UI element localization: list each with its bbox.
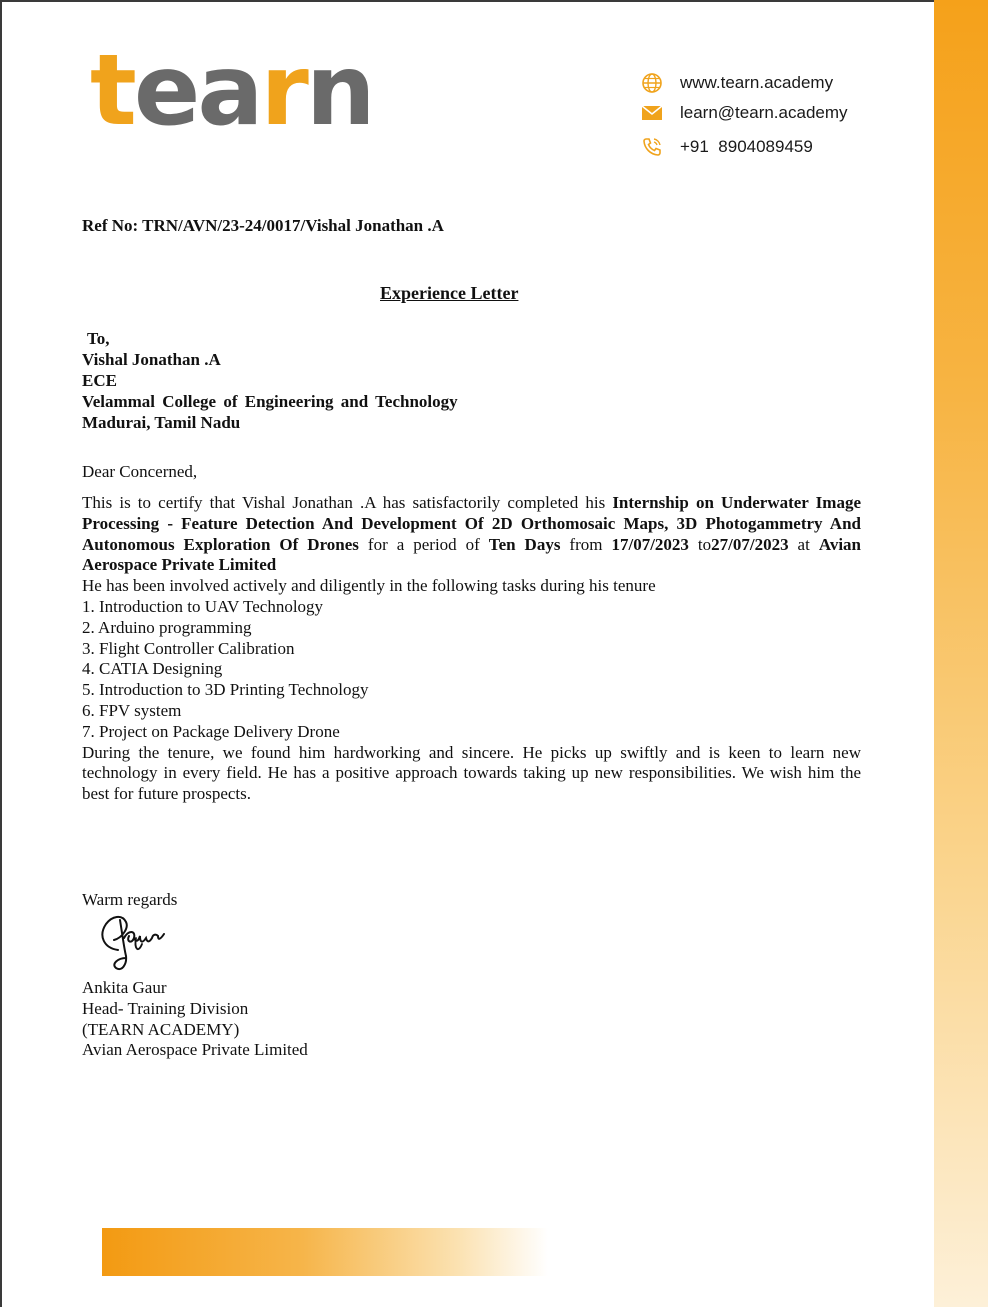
list-item: 1. Introduction to UAV Technology xyxy=(82,596,324,616)
recipient-address xyxy=(82,328,458,433)
recipient-to: To, xyxy=(87,329,110,348)
tasks-intro: He has been involved actively and diligently in the following tasks during his tenure xyxy=(82,576,656,596)
list-item: 4. CATIA Designing xyxy=(82,659,223,679)
phone-text[interactable]: +91 8904089459 xyxy=(680,137,813,156)
letter-body xyxy=(82,493,861,805)
website-text[interactable]: www.tearn.academy xyxy=(680,73,834,92)
left-border xyxy=(0,0,2,1307)
phone-icon xyxy=(640,136,664,158)
signer-title: Head- Training Division xyxy=(82,998,249,1018)
company-name: Avian Aerospace Private Limited xyxy=(82,534,862,575)
list-item: 5. Introduction to 3D Printing Technology xyxy=(82,680,369,700)
list-item: 2. Arduino programming xyxy=(82,617,252,637)
contact-phone xyxy=(640,136,813,158)
tearn-logo: tearn xyxy=(90,34,373,148)
recipient-college: Velammal College of Engineering and Technology xyxy=(82,392,458,411)
recipient-name: Vishal Jonathan .A xyxy=(82,350,221,369)
signer-company: Avian Aerospace Private Limited xyxy=(82,1040,308,1060)
signature xyxy=(96,908,196,978)
orange-bottom-band xyxy=(102,1228,548,1276)
globe-icon xyxy=(640,72,664,94)
signer-org: (TEARN ACADEMY) xyxy=(82,1019,240,1039)
signer-name: Ankita Gaur xyxy=(82,978,167,997)
list-item: 7. Project on Package Delivery Drone xyxy=(82,721,340,741)
recipient-dept: ECE xyxy=(82,371,117,390)
closing-paragraph: During the tenure, we found him hardworking and sincere. He picks up swiftly and is keen to learn new technology in every field. He has a positive approach towards taking up new responsibilities. We wish him the best for future prospects. xyxy=(82,742,861,804)
contact-email xyxy=(640,102,848,124)
warm-regards: Warm regards xyxy=(82,890,178,909)
signer-block xyxy=(82,978,308,1061)
task-list xyxy=(82,597,861,743)
reference-number: Ref No: TRN/AVN/23-24/0017/Vishal Jonathan .A xyxy=(82,216,444,235)
from-date: 17/07/2023 xyxy=(611,534,689,554)
to-date: 27/07/2023 xyxy=(711,534,789,554)
top-border xyxy=(0,0,988,2)
page-title: Experience Letter xyxy=(380,283,519,303)
list-item: 6. FPV system xyxy=(82,700,182,720)
list-item: 3. Flight Controller Calibration xyxy=(82,638,295,658)
contact-website xyxy=(640,72,833,94)
certify-paragraph: This is to certify that Vishal Jonathan .A has satisfactorily completed his Internship on Underwater Image Processing - Feature Detection And Development Of 2D Orthomosaic Maps, 3D Photogammetry And Autonomous Exploration Of Drones for a period of Ten Days from 17/07/2023 to27/07/2023 at Avian Aerospace Private Limited xyxy=(82,493,862,575)
orange-side-band xyxy=(934,0,988,1307)
internship-title: Internship on Underwater Image Processing - Feature Detection And Development Of 2D Orthomosaic Maps, 3D Photogammetry And Autonomous Exploration Of Drones xyxy=(82,493,861,554)
recipient-location: Madurai, Tamil Nadu xyxy=(82,413,241,432)
salutation: Dear Concerned, xyxy=(82,462,198,481)
email-text[interactable]: learn@tearn.academy xyxy=(680,103,848,122)
envelope-icon xyxy=(640,102,664,124)
internship-period: Ten Days xyxy=(488,534,561,554)
